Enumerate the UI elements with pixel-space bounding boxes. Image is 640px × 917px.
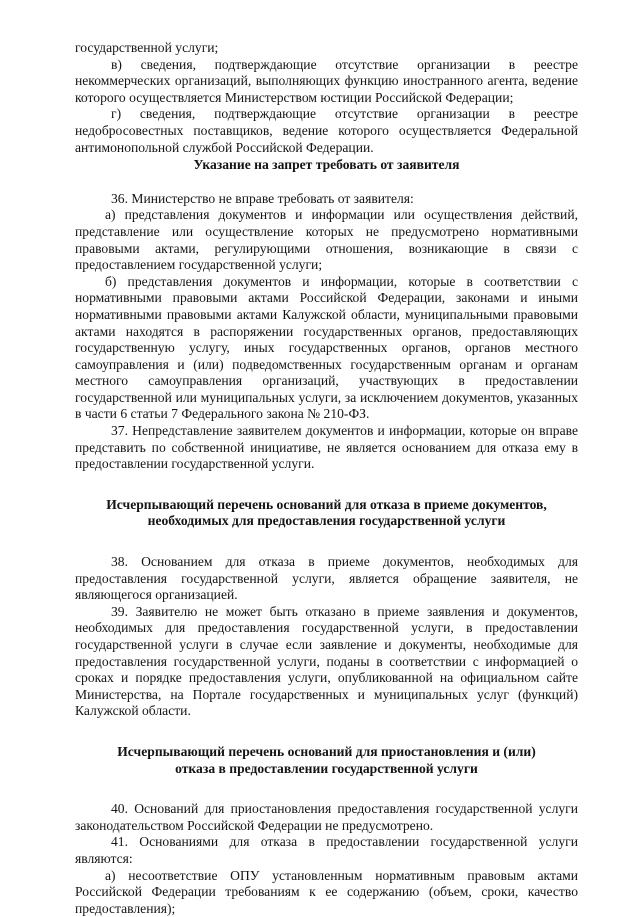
- heading-suspension-refusal-line1: Исчерпывающий перечень оснований для приостановления и (или): [117, 743, 536, 759]
- heading-suspension-refusal-line2: отказа в предоставлении государственной услуги: [175, 760, 478, 776]
- heading-refusal-documents-line2: необходимых для предоставления государственной услуги: [147, 513, 506, 529]
- heading-refusal-documents: [75, 497, 578, 530]
- heading-suspension-refusal: [75, 744, 578, 777]
- paragraph-37: 37. Непредставление заявителем документов и информации, которые он вправе представить по собственной инициативе, не является основанием для отказа ему в предоставлении государственной услуги.: [75, 423, 578, 472]
- paragraph-36: 36. Министерство не вправе требовать от заявителя:: [111, 190, 414, 206]
- paragraph-40: 40. Оснований для приостановления предоставления государственной услуги законодательством Российской Федерации не предусмотрено.: [75, 801, 578, 833]
- paragraph-38: 38. Основанием для отказа в приеме документов, необходимых для предоставления государственной услуги, является обращение заявителя, не являющегося организацией.: [75, 554, 578, 603]
- paragraph-item-g: г) сведения, подтверждающие отсутствие организации в реестре недобросовестных поставщиков, ведение которого осуществляется Федеральной антимонопольной службой Российской Федерации.: [75, 106, 578, 155]
- paragraph-item-v: в) сведения, подтверждающие отсутствие организации в реестре некоммерческих организаций, выполняющих функцию иностранного агента, ведение которого осуществляется Министерством юстиции Российской Федерации;: [75, 56, 578, 105]
- paragraph-41-a: а) несоответствие ОПУ установленным нормативным правовым актами Российской Федерации требованиям к ее содержанию (объем, сроки, качество предоставления);: [75, 867, 578, 916]
- heading-refusal-documents-line1: Исчерпывающий перечень оснований для отказа в приеме документов,: [106, 496, 547, 512]
- paragraph-36-b: б) представления документов и информации, которые в соответствии с нормативными правовыми актами Российской Федерации, законами и иными нормативными правовыми актами Калужской области, муниципальными правовыми актами находятся в распоряжении государственных органов, предоставляющих государственную услугу, иных государственных органов, органов местного самоуправления и (или) подведомственных государственным органам и органам местного самоуправления организаций, участвующих в предоставлении государственной или муниципальных услуги, за исключением документов, указанных в части 6 статьи 7 Федерального закона № 210-ФЗ.: [75, 273, 578, 422]
- paragraph-36-a: а) представления документов и информации или осуществления действий, представление или осуществление которых не предусмотрено нормативными правовыми актами, регулирующими отношения, возникающие в связи с предоставлением государственной услуги;: [75, 207, 578, 273]
- paragraph-39: 39. Заявителю не может быть отказано в приеме заявления и документов, необходимых для предоставления государственной услуги, в предоставлении государственной услуги в случае если заявление и документы, необходимые для предоставления государственной услуги, поданы в соответствии с информацией о сроках и порядке предоставления услуги, опубликованной на официальном сайте Министерства, на Портале государственных и муниципальных услуг (функций) Калужской области.: [75, 603, 578, 719]
- paragraph-intro-tail: государственной услуги;: [75, 40, 219, 55]
- heading-prohibition: Указание на запрет требовать от заявителя: [193, 157, 460, 173]
- paragraph-41: 41. Основаниями для отказа в предоставлении государственной услуги являются:: [75, 834, 578, 866]
